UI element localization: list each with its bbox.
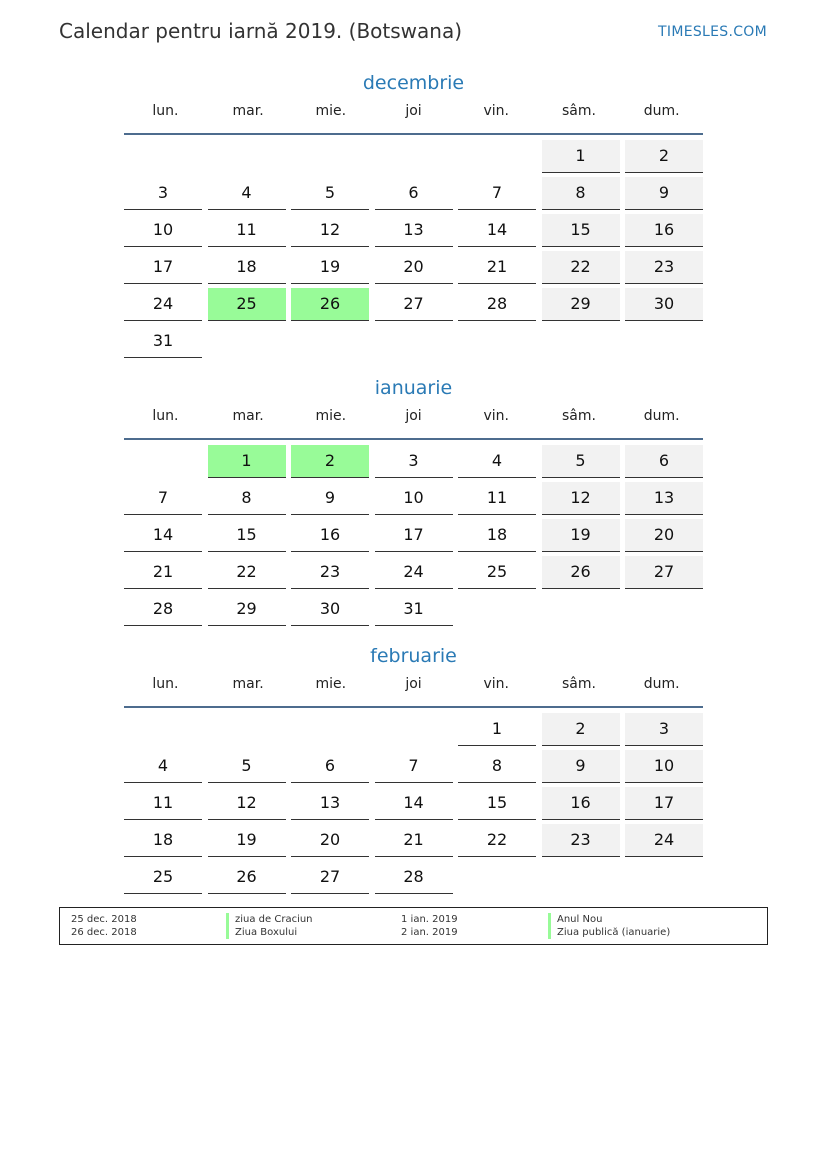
- day-cell[interactable]: 7: [375, 750, 453, 783]
- weekend-day-cell[interactable]: 27: [625, 556, 703, 589]
- weekend-day-cell[interactable]: 13: [625, 482, 703, 515]
- empty-day-cell: [124, 140, 202, 172]
- holiday-day-cell[interactable]: 26: [291, 288, 369, 321]
- weekend-day-cell[interactable]: 6: [625, 445, 703, 478]
- weekday-label: dum.: [643, 676, 680, 692]
- legend-holiday-name: Anul Nou: [548, 913, 602, 926]
- empty-day-cell: [542, 325, 620, 357]
- weekend-day-cell[interactable]: 24: [625, 824, 703, 857]
- empty-day-cell: [542, 861, 620, 893]
- day-cell[interactable]: 22: [458, 824, 536, 857]
- empty-day-cell: [458, 325, 536, 357]
- weekend-day-cell[interactable]: 3: [625, 713, 703, 746]
- day-cell[interactable]: 15: [458, 787, 536, 820]
- day-cell[interactable]: 15: [208, 519, 286, 552]
- brand-logo[interactable]: TIMESLES.COM: [658, 24, 767, 40]
- weekday-label: joi: [405, 408, 422, 424]
- empty-day-cell: [124, 713, 202, 745]
- empty-day-cell: [375, 140, 453, 172]
- weekend-day-cell[interactable]: 12: [542, 482, 620, 515]
- day-cell[interactable]: 25: [458, 556, 536, 589]
- day-cell[interactable]: 19: [208, 824, 286, 857]
- empty-day-cell: [625, 861, 703, 893]
- weekend-day-cell[interactable]: 15: [542, 214, 620, 247]
- weekend-day-cell[interactable]: 23: [625, 251, 703, 284]
- day-cell[interactable]: 6: [291, 750, 369, 783]
- legend-date: 26 dec. 2018: [71, 927, 137, 938]
- month-decembrie: [124, 69, 703, 358]
- weekday-header: [124, 97, 703, 135]
- empty-day-cell: [458, 861, 536, 893]
- day-cell[interactable]: 25: [124, 861, 202, 894]
- weekend-day-cell[interactable]: 9: [542, 750, 620, 783]
- day-cell[interactable]: 28: [124, 593, 202, 626]
- weekday-label: vin.: [483, 103, 509, 119]
- month-name: ianuarie: [374, 377, 453, 399]
- day-cell[interactable]: 27: [375, 288, 453, 321]
- day-cell[interactable]: 21: [124, 556, 202, 589]
- day-cell[interactable]: 12: [208, 787, 286, 820]
- weekend-day-cell[interactable]: 17: [625, 787, 703, 820]
- day-cell[interactable]: 23: [291, 556, 369, 589]
- day-cell[interactable]: 21: [375, 824, 453, 857]
- holiday-day-cell[interactable]: 25: [208, 288, 286, 321]
- weekday-label: sâm.: [561, 408, 596, 424]
- weekend-day-cell[interactable]: 8: [542, 177, 620, 210]
- weekday-label: dum.: [643, 408, 680, 424]
- weekday-label: mie.: [315, 676, 347, 692]
- day-cell[interactable]: 17: [124, 251, 202, 284]
- weekend-day-cell[interactable]: 26: [542, 556, 620, 589]
- day-cell[interactable]: 19: [291, 251, 369, 284]
- empty-day-cell: [124, 445, 202, 477]
- empty-day-cell: [375, 713, 453, 745]
- day-cell[interactable]: 4: [208, 177, 286, 210]
- day-cell[interactable]: 11: [208, 214, 286, 247]
- weekday-label: mar.: [232, 408, 264, 424]
- day-cell[interactable]: 18: [458, 519, 536, 552]
- weekday-label: mie.: [315, 408, 347, 424]
- weekday-label: vin.: [483, 676, 509, 692]
- weekend-day-cell[interactable]: 1: [542, 140, 620, 173]
- legend-holiday-name: ziua de Craciun: [226, 913, 313, 926]
- empty-day-cell: [291, 325, 369, 357]
- month-ianuarie: [124, 374, 703, 626]
- day-cell[interactable]: 1: [458, 713, 536, 746]
- legend-date: 2 ian. 2019: [401, 927, 458, 938]
- legend-holiday-name: Ziua Boxului: [226, 926, 297, 939]
- empty-day-cell: [542, 593, 620, 625]
- day-cell[interactable]: 28: [458, 288, 536, 321]
- weekday-label: sâm.: [561, 676, 596, 692]
- day-cell[interactable]: 20: [291, 824, 369, 857]
- weekday-label: dum.: [643, 103, 680, 119]
- holiday-legend: [59, 907, 768, 945]
- day-cell[interactable]: 3: [124, 177, 202, 210]
- empty-day-cell: [458, 140, 536, 172]
- weekend-day-cell[interactable]: 9: [625, 177, 703, 210]
- weekday-label: lun.: [152, 676, 179, 692]
- day-cell[interactable]: 11: [458, 482, 536, 515]
- weekend-day-cell[interactable]: 22: [542, 251, 620, 284]
- legend-date: 25 dec. 2018: [71, 914, 137, 925]
- day-cell[interactable]: 31: [124, 325, 202, 358]
- weekday-header: [124, 402, 703, 440]
- day-cell[interactable]: 17: [375, 519, 453, 552]
- day-cell[interactable]: 30: [291, 593, 369, 626]
- empty-day-cell: [458, 593, 536, 625]
- empty-day-cell: [208, 140, 286, 172]
- day-cell[interactable]: 7: [458, 177, 536, 210]
- day-cell[interactable]: 28: [375, 861, 453, 894]
- day-cell[interactable]: 11: [124, 787, 202, 820]
- empty-day-cell: [625, 593, 703, 625]
- day-cell[interactable]: 14: [124, 519, 202, 552]
- day-cell[interactable]: 8: [458, 750, 536, 783]
- holiday-day-cell[interactable]: 1: [208, 445, 286, 478]
- empty-day-cell: [375, 325, 453, 357]
- empty-day-cell: [208, 325, 286, 357]
- weekday-label: lun.: [152, 408, 179, 424]
- empty-day-cell: [291, 140, 369, 172]
- day-cell[interactable]: 14: [375, 787, 453, 820]
- day-cell[interactable]: 26: [208, 861, 286, 894]
- weekday-label: lun.: [152, 103, 179, 119]
- empty-day-cell: [291, 713, 369, 745]
- weekday-label: mar.: [232, 103, 264, 119]
- weekend-day-cell[interactable]: 20: [625, 519, 703, 552]
- day-cell[interactable]: 13: [291, 787, 369, 820]
- weekend-day-cell[interactable]: 19: [542, 519, 620, 552]
- day-cell[interactable]: 10: [124, 214, 202, 247]
- weekday-label: sâm.: [561, 103, 596, 119]
- day-cell[interactable]: 27: [291, 861, 369, 894]
- day-grid: [124, 140, 703, 358]
- day-cell[interactable]: 10: [375, 482, 453, 515]
- legend-date: 1 ian. 2019: [401, 914, 458, 925]
- day-cell[interactable]: 24: [375, 556, 453, 589]
- day-cell[interactable]: 20: [375, 251, 453, 284]
- weekday-header: [124, 670, 703, 708]
- empty-day-cell: [208, 713, 286, 745]
- day-cell[interactable]: 12: [291, 214, 369, 247]
- day-cell[interactable]: 3: [375, 445, 453, 478]
- weekend-day-cell[interactable]: 23: [542, 824, 620, 857]
- day-cell[interactable]: 6: [375, 177, 453, 210]
- weekend-day-cell[interactable]: 16: [625, 214, 703, 247]
- weekend-day-cell[interactable]: 5: [542, 445, 620, 478]
- weekend-day-cell[interactable]: 2: [625, 140, 703, 173]
- month-februarie: [124, 642, 703, 894]
- day-cell[interactable]: 22: [208, 556, 286, 589]
- weekend-day-cell[interactable]: 10: [625, 750, 703, 783]
- day-cell[interactable]: 8: [208, 482, 286, 515]
- weekday-label: joi: [405, 103, 422, 119]
- day-cell[interactable]: 31: [375, 593, 453, 626]
- day-cell[interactable]: 4: [124, 750, 202, 783]
- day-cell[interactable]: 16: [291, 519, 369, 552]
- month-name: februarie: [370, 645, 457, 667]
- day-cell[interactable]: 5: [291, 177, 369, 210]
- day-cell[interactable]: 29: [208, 593, 286, 626]
- weekend-day-cell[interactable]: 16: [542, 787, 620, 820]
- day-grid: [124, 713, 703, 894]
- weekend-day-cell[interactable]: 2: [542, 713, 620, 746]
- weekend-day-cell[interactable]: 30: [625, 288, 703, 321]
- day-cell[interactable]: 18: [208, 251, 286, 284]
- weekday-label: mie.: [315, 103, 347, 119]
- day-cell[interactable]: 7: [124, 482, 202, 515]
- day-grid: [124, 445, 703, 626]
- day-cell[interactable]: 13: [375, 214, 453, 247]
- day-cell[interactable]: 9: [291, 482, 369, 515]
- page-title: Calendar pentru iarnă 2019. (Botswana): [59, 19, 463, 43]
- weekday-label: joi: [405, 676, 422, 692]
- day-cell[interactable]: 24: [124, 288, 202, 321]
- day-cell[interactable]: 21: [458, 251, 536, 284]
- day-cell[interactable]: 14: [458, 214, 536, 247]
- day-cell[interactable]: 4: [458, 445, 536, 478]
- legend-holiday-name: Ziua publică (ianuarie): [548, 926, 670, 939]
- weekend-day-cell[interactable]: 29: [542, 288, 620, 321]
- holiday-day-cell[interactable]: 2: [291, 445, 369, 478]
- day-cell[interactable]: 18: [124, 824, 202, 857]
- empty-day-cell: [625, 325, 703, 357]
- weekday-label: mar.: [232, 676, 264, 692]
- weekday-label: vin.: [483, 408, 509, 424]
- day-cell[interactable]: 5: [208, 750, 286, 783]
- month-name: decembrie: [362, 72, 465, 94]
